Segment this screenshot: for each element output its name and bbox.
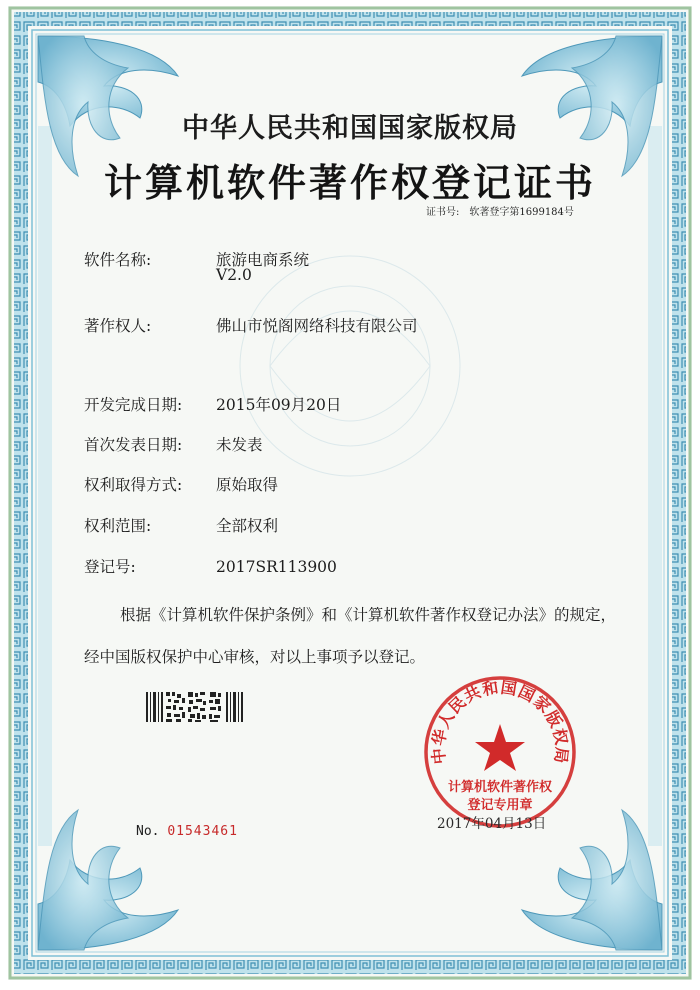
field-first-publication bbox=[84, 433, 263, 455]
field-software-version: V2.0 bbox=[216, 266, 252, 284]
field-software-name bbox=[84, 248, 309, 270]
field-value: 2015年09月20日 bbox=[216, 396, 342, 414]
field-value: 未发表 bbox=[216, 436, 263, 454]
field-scope bbox=[84, 514, 278, 536]
field-acquisition bbox=[84, 473, 278, 495]
field-value: 旅游电商系统 bbox=[216, 251, 310, 269]
seal-star-icon bbox=[475, 724, 525, 771]
certificate-number-value: 软著登字第1699184号 bbox=[469, 207, 574, 218]
field-label: 开发完成日期: bbox=[84, 396, 183, 414]
field-label: 首次发表日期: bbox=[84, 436, 183, 454]
certificate-title: 计算机软件著作权登记证书 bbox=[103, 160, 596, 205]
field-value: 全部权利 bbox=[216, 517, 279, 535]
seal-arc-text: 中华人民共和国国家版权局 bbox=[428, 677, 572, 766]
certificate-number-label: 证书号: bbox=[426, 207, 460, 218]
qr-barcode bbox=[146, 690, 246, 724]
registration-statement: 根据《计算机软件保护条例》和《计算机软件著作权登记办法》的规定，经中国版权保护中心审核，对以上事项予以登记。 bbox=[84, 606, 617, 666]
field-label: 软件名称: bbox=[84, 251, 152, 269]
issuer-heading: 中华人民共和国国家版权局 bbox=[182, 113, 518, 144]
field-label: 权利取得方式: bbox=[84, 476, 183, 494]
field-value: 佛山市悦阁网络科技有限公司 bbox=[216, 317, 418, 335]
field-registration-number bbox=[84, 555, 337, 577]
field-value: 2017SR113900 bbox=[216, 558, 337, 576]
issue-date: 2017年04月13日 bbox=[437, 816, 547, 832]
seal-line-1: 计算机软件著作权 bbox=[447, 780, 552, 795]
field-value: 原始取得 bbox=[216, 476, 279, 494]
field-completion-date bbox=[84, 393, 341, 415]
serial-value: 01543461 bbox=[167, 824, 238, 839]
certificate-number bbox=[426, 203, 574, 218]
field-label: 登记号: bbox=[84, 558, 136, 576]
field-label: 著作权人: bbox=[84, 317, 152, 335]
seal-line-2: 登记专用章 bbox=[467, 798, 533, 813]
serial-prefix: No. bbox=[136, 824, 160, 839]
field-label: 权利范围: bbox=[84, 517, 152, 535]
serial-number bbox=[136, 824, 238, 839]
field-copyright-holder bbox=[84, 314, 418, 336]
